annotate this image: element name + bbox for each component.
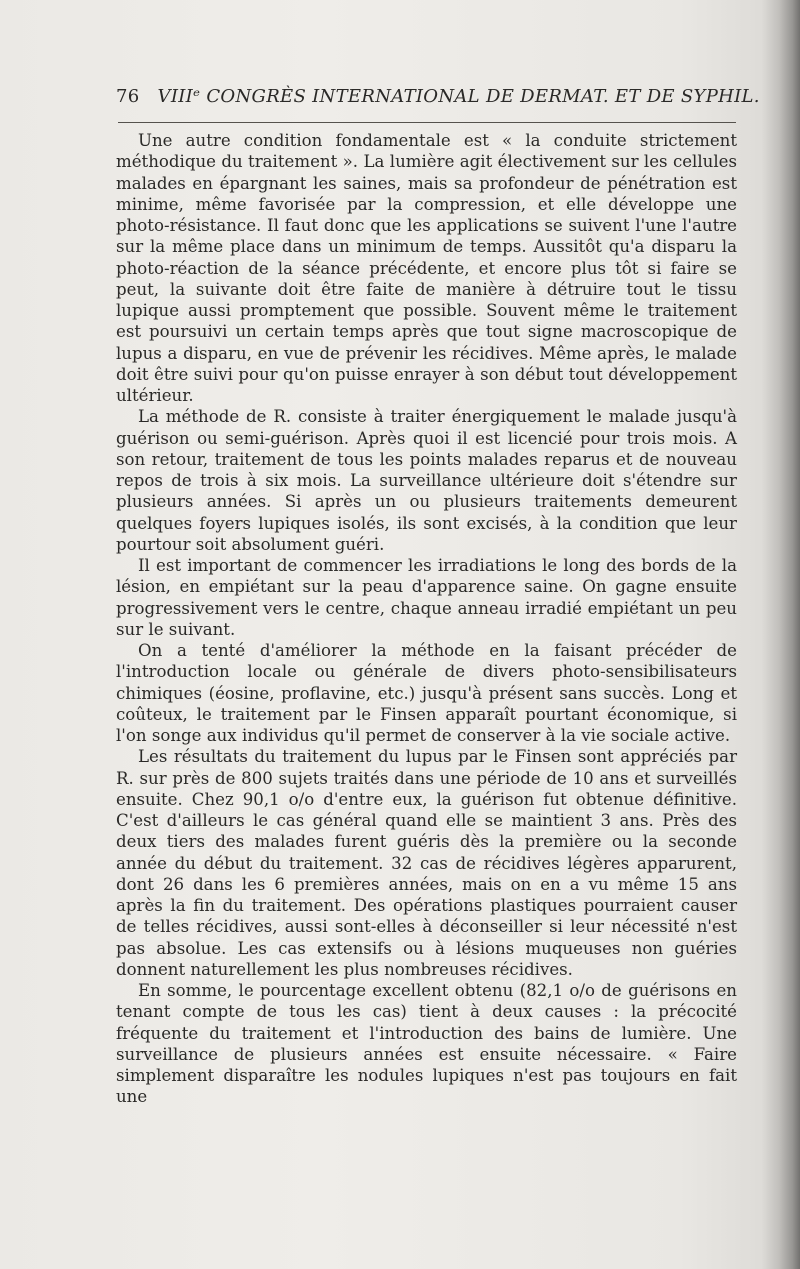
header-rule xyxy=(118,122,736,123)
paragraph-methode-r: La méthode de R. consiste à traiter énergiquement le malade jusqu'à guérison ou semi-guérison. Après quoi il est licencié pour trois mois. A son retour, traitement de tous les points malades reparus et de nouveau repos de trois à six mois. La surveillance ultérieure doit s'étendre sur plusieurs années. Si après un ou plusieurs traitements demeurent quelques foyers lupiques isolés, ils sont excisés, à la condition que leur pourtour soit absolument guéri. xyxy=(116,407,737,554)
body-text xyxy=(116,130,737,1108)
binding-shadow xyxy=(762,0,800,1269)
running-title: VIIIᵉ CONGRÈS INTERNATIONAL DE DERMAT. ET DE SYPHIL. xyxy=(157,86,760,107)
paragraph-irradiations: Il est important de commencer les irradiations le long des bords de la lésion, en empiétant sur la peau d'apparence saine. On gagne ensuite progressivement vers le centre, chaque anneau irradié empiétant un peu sur le suivant. xyxy=(116,556,737,639)
running-header xyxy=(116,86,760,107)
paragraph-resultats: Les résultats du traitement du lupus par le Finsen sont appréciés par R. sur près de 800 sujets traités dans une période de 10 ans et surveillés ensuite. Chez 90,1 o/o d'entre eux, la guérison fut obtenue définitive. C'est d'ailleurs le cas général quand elle se maintient 3 ans. Près des deux tiers des malades furent guéris dès la première ou la seconde année du début du traitement. 32 cas de récidives légères apparurent, dont 26 dans les 6 premières années, mais on en a vu même 15 ans après la fin du traitement. Des opérations plastiques pourraient causer de telles récidives, aussi sont-elles à déconseiller si leur nécessité n'est pas absolue. Les cas extensifs ou à lésions muqueuses non guéries donnent naturellement les plus nombreuses récidives. xyxy=(116,747,737,979)
paragraph-photo-sensibilisateurs: On a tenté d'améliorer la méthode en la faisant précéder de l'introduction locale ou générale de divers photo-sensibilisateurs chimiques (éosine, proflavine, etc.) jusqu'à présent sans succès. Long et coûteux, le traitement par le Finsen apparaît pourtant économique, si l'on songe aux individus qu'il permet de conserver à la vie sociale active. xyxy=(116,641,737,745)
paragraph-conduite-methodique: Une autre condition fondamentale est « la conduite strictement méthodique du traitement ». La lumière agit électivement sur les cellules malades en épargnant les saines, mais sa profondeur de pénétration est minime, même favorisée par la compression, et elle développe une photo-résistance. Il faut donc que les applications se suivent l'une l'autre sur la même place dans un minimum de temps. Aussitôt qu'a disparu la photo-réaction de la séance précédente, et encore plus tôt si faire se peut, la suivante doit être faite de manière à détruire tout le tissu lupique aussi promptement que possible. Souvent même le traitement est poursuivi un certain temps après que tout signe macroscopique de lupus a disparu, en vue de prévenir les récidives. Même après, le malade doit être suivi pour qu'on puisse enrayer à son début tout développement ultérieur. xyxy=(116,131,737,405)
paragraph-en-somme: En somme, le pourcentage excellent obtenu (82,1 o/o de guérisons en tenant compte de tous les cas) tient à deux causes : la précocité fréquente du traitement et l'introduction des bains de lumière. Une surveillance de plusieurs années est ensuite nécessaire. « Faire simplement disparaître les nodules lupiques n'est pas toujours en fait une xyxy=(116,981,737,1107)
page-number: 76 xyxy=(116,86,140,107)
